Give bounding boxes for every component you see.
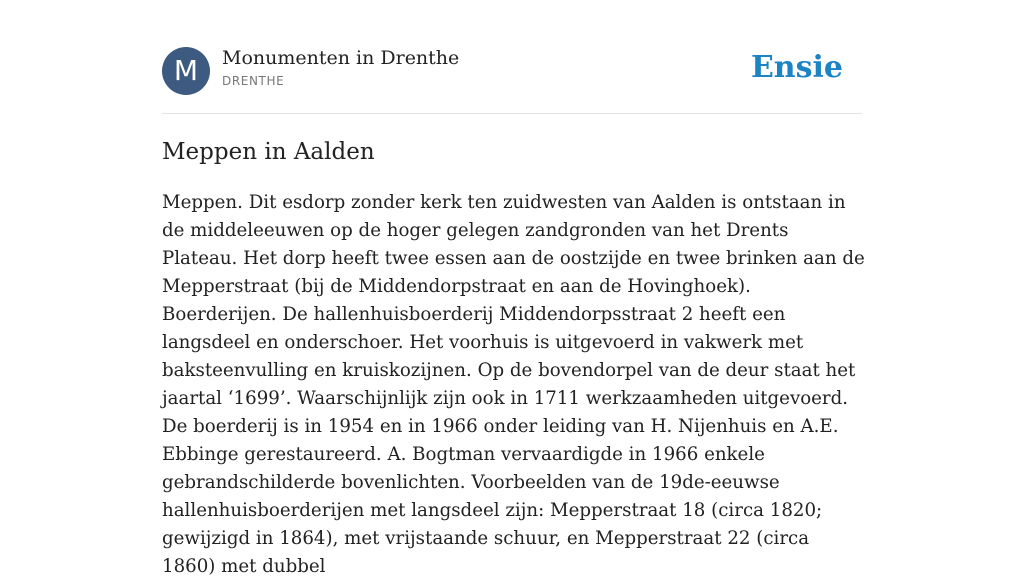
publication-header [162,0,862,114]
publication-title[interactable]: Monumenten in Drenthe [222,47,460,69]
publication-subtitle: DRENTHE [222,74,285,88]
page-title: Meppen in Aalden [162,139,375,165]
avatar[interactable]: M [162,47,210,95]
article-body: Meppen. Dit esdorp zonder kerk ten zuidwesten van Aalden is ontstaan in de middeleeuwen op de hoger gelegen zandgronden van het Drents Plateau. Het dorp heeft twee essen aan de oostzijde en twee brinken aan de Mepperstraat (bij de Middendorpstraat en aan de Hovinghoek). Boerderijen. De hallenhuisboerderij Middendorpsstraat 2 heeft een langsdeel en onderschoer. Het voorhuis is uitgevoerd in vakwerk met baksteenvulling en kruiskozijnen. Op de bovendorpel van de deur staat het jaartal ‘1699’. Waarschijnlijk zijn ook in 1711 werkzaamheden uitgevoerd. De boerderij is in 1954 en in 1966 onder leiding van H. Nijenhuis en A.E. Ebbinge gerestaureerd. A. Bogtman vervaardigde in 1966 enkele gebrandschilderde bovenlichten. Voorbeelden van de 19de-eeuwse hallenhuisboerderijen met langsdeel zijn: Mepperstraat 18 (circa 1820; gewijzigd in 1864), met vrijstaande schuur, en Mepperstraat 22 (circa 1860) met dubbel [162,192,865,577]
brand-logo[interactable]: Ensie [750,50,843,85]
article-container [162,0,865,577]
